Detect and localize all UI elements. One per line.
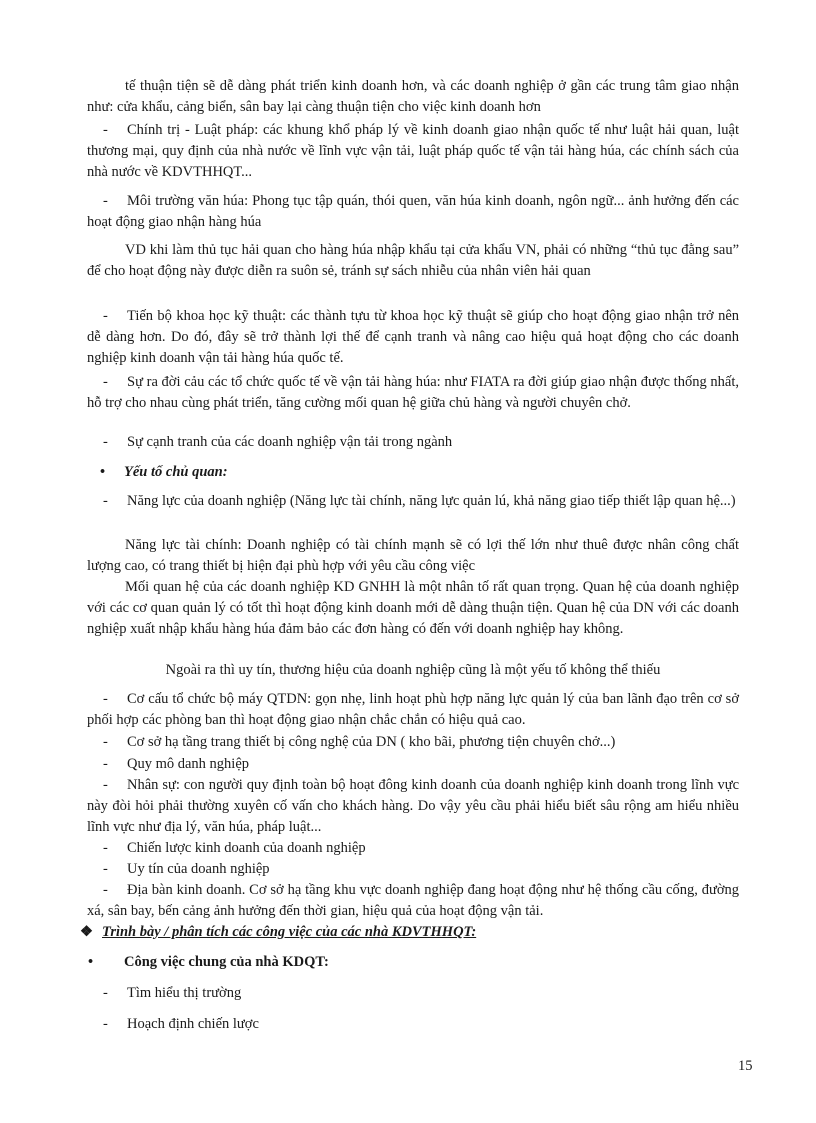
dash-marker: -	[103, 122, 108, 138]
paragraph-text: Chiến lược kinh doanh của doanh nghiệp	[127, 840, 366, 856]
paragraph: Ngoài ra thì uy tín, thương hiệu của doanh nghiệp cũng là một yếu tố không thể thiếu	[165, 662, 661, 678]
dash-paragraph	[87, 191, 739, 233]
list-item	[103, 983, 733, 1004]
heading-text: Trình bày / phân tích các công việc của các nhà KDVTHHQT:	[102, 924, 477, 940]
paragraph: Mối quan hệ của các doanh nghiệp KD GNHH là một nhân tố rất quan trọng. Quan hệ của doanh nghiệp với các cơ quan quản lý có tốt thì hoạt động kinh doanh mới dễ dàng thuận tiện. Quan hệ của DN với các doanh nghiệp xuất nhập khẩu hàng húa đảm bảo các đơn hàng có đến với doanh nghiệp hay không.	[87, 579, 739, 637]
paragraph: Năng lực tài chính: Doanh nghiệp có tài chính mạnh sẽ có lợi thế lớn như thuê được nhân công chất lượng cao, có trang thiết bị hiện đại phù hợp với yêu cầu công việc	[87, 537, 739, 574]
dash-paragraph	[87, 432, 739, 453]
dash-marker: -	[103, 308, 108, 324]
paragraph-text: Quy mô danh nghiệp	[127, 756, 250, 772]
dash-marker: -	[103, 756, 108, 772]
dash-marker: -	[103, 882, 108, 898]
paragraph-text: Cơ sở hạ tầng trang thiết bị công nghệ của DN ( kho bãi, phương tiện chuyên chở...)	[127, 734, 616, 750]
paragraph-text: Cơ cấu tổ chức bộ máy QTDN: gọn nhẹ, linh hoạt phù hợp năng lực quản lý của ban lãnh đạo trên cơ sở phối hợp các phòng ban thì hoạt động giao nhận chắc chắn có hiệu quả cao.	[87, 691, 739, 728]
paragraph: tế thuận tiện sẽ dễ dàng phát triển kinh doanh hơn, và các doanh nghiệp ở gần các trung tâm giao nhận như: cửa khẩu, cảng biển, sân bay lại càng thuận tiện cho việc kinh doanh hơn	[87, 78, 739, 115]
bullet-icon: •	[88, 954, 94, 970]
dash-paragraph	[87, 880, 739, 922]
paragraph-text: Địa bàn kinh doanh. Cơ sở hạ tầng khu vực doanh nghiệp đang hoạt động như hệ thống cầu cống, đường xá, sân bay, bến cảng ảnh hưởng đến thời gian, hiệu quả của hoạt động vận tải.	[87, 882, 739, 919]
paragraph-text: Uy tín của doanh nghiệp	[127, 861, 270, 877]
dash-paragraph	[87, 306, 739, 369]
dash-marker: -	[103, 193, 108, 209]
dash-marker: -	[103, 374, 108, 390]
dash-marker: -	[103, 1016, 108, 1032]
paragraph-text: Nhân sự: con người quy định toàn bộ hoạt đông kinh doanh của doanh nghiệp kinh doanh trong lĩnh vực này đòi hỏi phải thường xuyên cố vấn cho khách hàng. Do vậy yêu cầu phải hiểu biết sâu rộng am hiểu nhiều lĩnh vực như địa lý, văn húa, pháp luật...	[87, 777, 739, 835]
paragraph-text: Năng lực của doanh nghiệp (Năng lực tài chính, năng lực quản lú, khả năng giao tiếp thiết lập quan hệ...)	[127, 493, 736, 509]
paragraph-text: Tiến bộ khoa học kỹ thuật: các thành tựu từ khoa học kỹ thuật sẽ giúp cho hoạt động giao nhận trở nên dễ dàng hơn. Do đó, đây sẽ trở thành lợi thế để cạnh tranh và nâng cao hiệu quả hoạt động cho các doanh nghiệp kinh doanh vận tải hàng húa quốc tế.	[87, 308, 739, 366]
dash-paragraph	[87, 372, 739, 414]
dash-marker: -	[103, 985, 108, 1001]
heading-text: Yếu tố chủ quan:	[124, 464, 228, 480]
dash-paragraph	[87, 838, 739, 859]
paragraph-text: Sự ra đời cảu các tổ chức quốc tế về vận tải hàng húa: như FIATA ra đời giúp giao nhận được thống nhất, hỗ trợ cho nhau cùng phát triển, tăng cường mối quan hệ giữa chủ hàng và người chuyên chở.	[87, 374, 739, 411]
dash-marker: -	[103, 861, 108, 877]
dash-paragraph	[87, 491, 739, 512]
dash-paragraph	[87, 859, 739, 880]
dash-marker: -	[103, 493, 108, 509]
bullet-icon: •	[100, 464, 106, 480]
page-number: 15	[738, 1058, 753, 1074]
dash-marker: -	[103, 777, 108, 793]
heading-text: Công việc chung của nhà KDQT:	[124, 954, 329, 970]
dash-marker: -	[103, 734, 108, 750]
dash-paragraph	[87, 732, 739, 753]
subheading-general-work	[88, 952, 728, 973]
dash-paragraph	[87, 689, 739, 731]
subheading-subjective-factors	[100, 462, 740, 483]
dash-marker: -	[103, 691, 108, 707]
list-item-text: Hoạch định chiến lược	[127, 1016, 259, 1032]
paragraph-text: Sự cạnh tranh của các doanh nghiệp vận tải trong ngành	[127, 434, 453, 450]
dash-marker: -	[103, 434, 108, 450]
dash-paragraph	[87, 120, 739, 183]
dash-marker: -	[103, 840, 108, 856]
diamond-bullet-icon: ❖	[80, 924, 93, 940]
dash-paragraph	[87, 775, 739, 838]
list-item-text: Tìm hiểu thị trường	[127, 985, 242, 1001]
paragraph: VD khi làm thủ tục hải quan cho hàng húa nhập khẩu tại cửa khẩu VN, phải có những “thủ tục đằng sau” để cho hoạt động này được diễn ra suôn sẻ, tránh sự sách nhiễu của nhân viên hải quan	[87, 242, 739, 279]
dash-paragraph	[87, 754, 739, 775]
paragraph-text: Môi trường văn húa: Phong tục tập quán, thói quen, văn húa kinh doanh, ngôn ngữ... ảnh hưởng đến các hoạt động giao nhận hàng húa	[87, 193, 739, 230]
section-heading-tasks	[80, 922, 740, 943]
list-item	[103, 1014, 733, 1035]
paragraph-text: Chính trị - Luật pháp: các khung khổ pháp lý về kinh doanh giao nhận quốc tế như luật hải quan, luật thương mại, quy định của nhà nước về lĩnh vực vận tải, luật pháp quốc tế vận tải hàng húa, các chính sách của nhà nước về KDVTHHQT...	[87, 122, 739, 180]
